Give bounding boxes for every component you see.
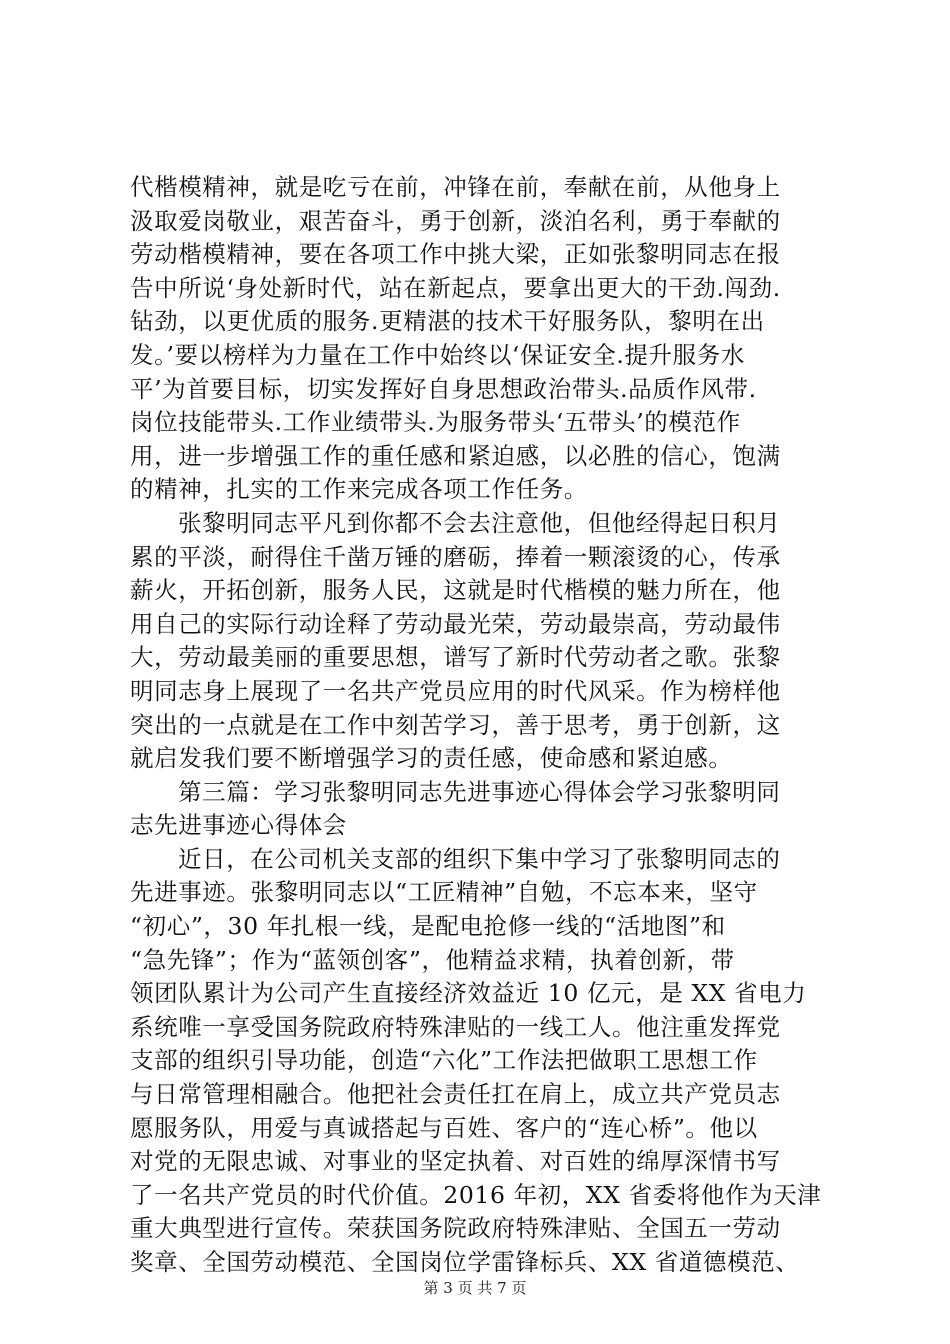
text-line: 的精神，扎实的工作来完成各项工作任务。 [130, 475, 588, 504]
text-line: 愿服务队，用爱与真诚搭起与百姓、客户的“连心桥”。他以 [130, 1113, 758, 1142]
text-line: 用自己的实际行动诠释了劳动最光荣，劳动最崇高，劳动最伟 [130, 609, 781, 638]
text-line: 领团队累计为公司产生直接经济效益近 10 亿元，是 XX 省电力 [130, 979, 807, 1008]
text-line: 用，进一步增强工作的重任感和紧迫感，以必胜的信心，饱满 [130, 441, 781, 470]
text-line: 先进事迹。张黎明同志以“工匠精神”自勉，不忘本来，坚守 [130, 878, 758, 907]
text-line: 汲取爱岗敬业，艰苦奋斗，勇于创新，淡泊名利，勇于奉献的 [130, 206, 781, 235]
text-line: 系统唯一享受国务院政府特殊津贴的一线工人。他注重发挥党 [130, 1012, 781, 1041]
text-line: 重大典型进行宣传。荣获国务院政府特殊津贴、全国五一劳动 [130, 1214, 781, 1243]
text-line: 对党的无限忠诚、对事业的坚定执着、对百姓的绵厚深情书写 [130, 1147, 781, 1176]
document-body [130, 171, 830, 1280]
text-line: 大，劳动最美丽的重要思想，谱写了新时代劳动者之歌。张黎 [130, 643, 781, 672]
text-line: 了一名共产党员的时代价值。2016 年初，XX 省委将他作为天津 [130, 1180, 822, 1209]
text-line: 明同志身上展现了一名共产党员应用的时代风采。作为榜样他 [130, 676, 781, 705]
text-line: 告中所说‘身处新时代，站在新起点，要拿出更大的干劲.闯劲. [130, 273, 781, 302]
text-line: 第三篇：学习张黎明同志先进事迹心得体会学习张黎明同 [178, 777, 781, 806]
text-line: 突出的一点就是在工作中刻苦学习，善于思考，勇于创新，这 [130, 710, 781, 739]
text-line: 张黎明同志平凡到你都不会去注意他，但他经得起日积月 [178, 508, 781, 537]
page-footer: 第 3 页 共 7 页 [423, 1279, 527, 1297]
text-line: 平’为首要目标，切实发挥好自身思想政治带头.品质作风带. [130, 374, 757, 403]
text-line: 代楷模精神，就是吃亏在前，冲锋在前，奉献在前，从他身上 [130, 173, 781, 201]
text-line: 近日，在公司机关支部的组织下集中学习了张黎明同志的 [178, 844, 781, 873]
text-line: 薪火，开拓创新，服务人民，这就是时代楷模的魅力所在，他 [130, 576, 781, 605]
text-line: 志先进事迹心得体会 [130, 811, 347, 840]
text-line: 钻劲，以更优质的服务.更精湛的技术干好服务队，黎明在出 [130, 307, 765, 336]
text-line: “急先锋”；作为“蓝领创客”，他精益求精，执着创新，带 [130, 945, 735, 974]
text-line: 累的平淡，耐得住千凿万锤的磨砺，捧着一颗滚烫的心，传承 [130, 542, 781, 571]
text-line: 就启发我们要不断增强学习的责任感，使命感和紧迫感。 [130, 744, 733, 773]
text-line: 奖章、全国劳动模范、全国岗位学雷锋标兵、XX 省道德模范、 [130, 1248, 800, 1276]
text-line: 劳动楷模精神，要在各项工作中挑大梁，正如张黎明同志在报 [130, 240, 781, 269]
text-line: 支部的组织引导功能，创造“六化”工作法把做职工思想工作 [130, 1046, 758, 1075]
text-line: 与日常管理相融合。他把社会责任扛在肩上，成立共产党员志 [130, 1080, 781, 1109]
text-line: 发。’要以榜样为力量在工作中始终以‘保证安全.提升服务水 [130, 340, 745, 369]
text-line: 岗位技能带头.工作业绩带头.为服务带头‘五带头’的模范作 [130, 408, 741, 437]
text-line: “初心”，30 年扎根一线，是配电抢修一线的“活地图”和 [130, 912, 726, 941]
